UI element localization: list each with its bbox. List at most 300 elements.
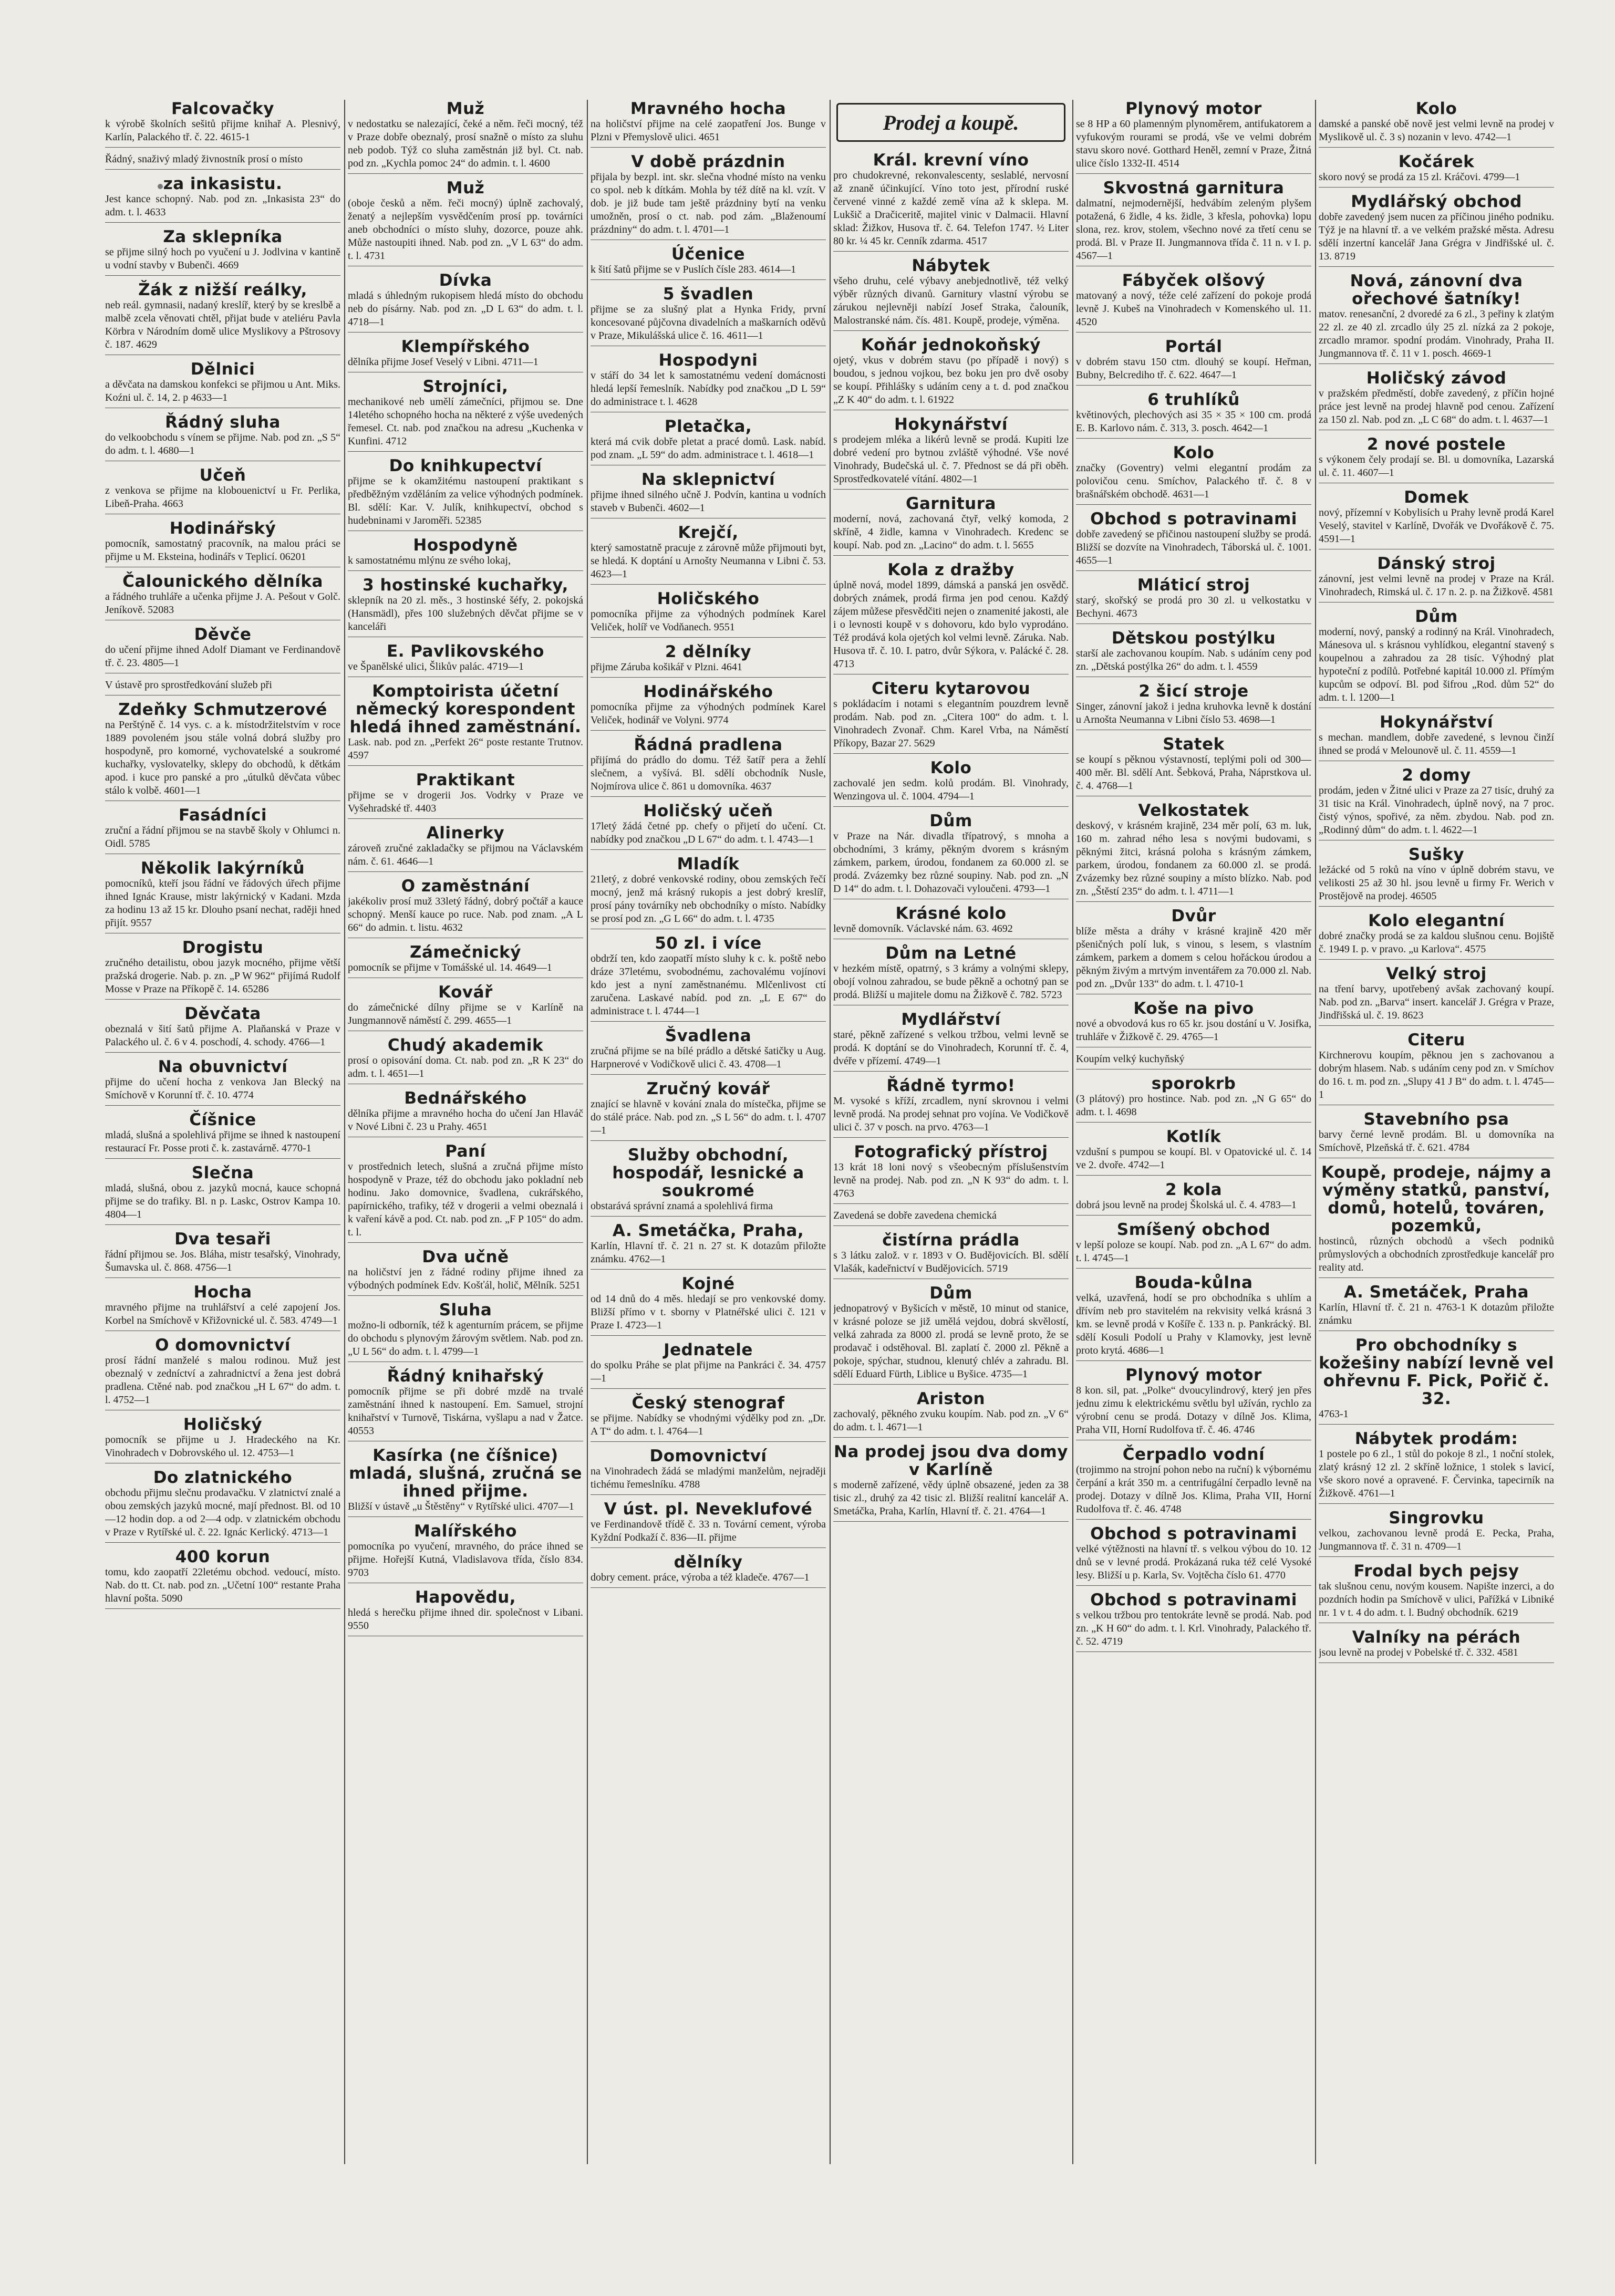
ad-body: přijme Záruba košikář v Plzni. 4641 xyxy=(591,661,742,673)
ad-body: v prostřednich letech, slušná a zručná přijme místo hospodyně v Praze, též do obchodu jako pokladní neb hodinu. Jako domovnice, švadlena, cukrářského, papírnického, trafiky, též v drogerii a velmi obeznalá i k vaření kávě a pod. Ct. nab. pod zn. „F P 105“ do adm. t. l. xyxy=(348,1161,583,1238)
ad-heading: Muž xyxy=(446,179,485,198)
ad-body: starší ale zachovanou koupím. Nab. s udáním ceny pod zn. „Dětská postýlka 26“ do adm. t. l. 4559 xyxy=(1076,648,1311,672)
ad-heading: Dům na Letné xyxy=(885,944,1017,963)
ad-body: která má cvik dobře pletat a pracé domů. Lask. nabíd. pod znam. „L 59“ do adm. administrace t. l. 4618—1 xyxy=(591,436,826,461)
ad-heading: Hokynářství xyxy=(1380,713,1493,732)
classified-ad xyxy=(105,1469,340,1543)
ad-heading: Domek xyxy=(1404,488,1469,507)
ad-heading: Chudý akademik xyxy=(387,1036,544,1055)
ad-body: nové a obvodová kus ro 65 kr. jsou dostání u V. Josifka, truhláře v Žižkově č. 29. 4765—1 xyxy=(1076,1018,1311,1043)
ad-heading: 3 hostinské kuchařky, xyxy=(363,576,568,595)
classified-ad xyxy=(833,680,1069,754)
ad-heading: za inkasistu. xyxy=(163,174,283,193)
classified-ad xyxy=(1319,100,1554,148)
ad-heading: Dětskou postýlku xyxy=(1111,629,1276,648)
classified-ad xyxy=(348,1036,583,1084)
ad-body: matovaný a nový, téže celé zařízení do pokoje prodá levně J. Kubeš na Vinohradech v Komenského ul. 11. 4520 xyxy=(1076,290,1311,328)
ad-heading: dělníky xyxy=(674,1553,743,1572)
ad-body: se přijme. Nabídky se vhodnými výdělky pod zn. „Dr. A T“ do adm. t. l. 4764—1 xyxy=(591,1412,826,1437)
ad-heading: Hodinářského xyxy=(643,682,773,701)
ad-body: ve Ferdinandově třídě č. 33 n. Tovární cement, výroba Kyždní Podkaží č. 836—II. přijme xyxy=(591,1519,826,1543)
ad-body: v lepší poloze se koupí. Nab. pod zn. „A L 67“ do adm. t. l. 4745—1 xyxy=(1076,1239,1311,1264)
ad-body: Karlín, Hlavní tř. č. 21 n. 4763-1 K dotazům přiložte známku xyxy=(1319,1302,1554,1326)
classified-ad xyxy=(833,1390,1069,1438)
classified-ad xyxy=(591,351,826,412)
ad-heading: Velkostatek xyxy=(1138,801,1249,820)
classified-ad xyxy=(348,1447,583,1517)
ad-body: pomocník přijme se při dobré mzdě na trvalé zaměstnání ihned k nastoupení. Em. Samuel, strojní knihařství v Turnově, Tiskárna, vyšlapu a nad v Žatce. 40553 xyxy=(348,1386,583,1437)
ad-body: značky (Goventry) velmi elegantní prodám za polovičou cenu. Smíchov, Palackého tř. č. 8 v brašnářském obchodě. 4631—1 xyxy=(1076,462,1311,500)
ad-body: mechanikové neb umělí zámečníci, přijmou se. Dne 14letého schopného hocha na některé z výše uvedených řemesel. Ct. nab. pod značkou na adresu „Kuchenka v Kunfini. 4712 xyxy=(348,396,583,447)
ad-heading: Hocha xyxy=(193,1283,252,1302)
ad-heading: 2 dělníky xyxy=(665,642,752,661)
ad-body: zachovalé jen sedm. kolů prodám. Bl. Vinohrady, Wenzingova ul. č. 1004. 4794—1 xyxy=(833,777,1069,802)
classified-ad xyxy=(348,100,583,174)
ad-body: s mechan. mandlem, dobře zavedené, s levnou činží ihned se prodá v Melounově ul. č. 11. 4559—1 xyxy=(1319,732,1554,756)
ad-body: přijala by bezpl. int. skr. slečna vhodné místo na venku co spol. neb k dítkám. Mohla by též dítě na kl. vzít. V dob. je již bude tam ještě prázdniny bytí na venku umožněn, prosí o ct. nab. pod zám. „Blaženoumí prázdniny“ do adm. t. l. 4701—1 xyxy=(591,171,826,235)
ad-heading: Krásné kolo xyxy=(895,904,1007,923)
ad-heading: Zámečnický xyxy=(410,943,521,962)
ad-heading: Plynový motor xyxy=(1125,100,1262,118)
classified-ad xyxy=(105,1230,340,1278)
ad-body: přijme do učení hocha z venkova Jan Blecký na Smíchově v Korunní tř. č. 10. 4774 xyxy=(105,1076,340,1101)
ad-body: 21letý, z dobré venkovské rodiny, obou zemských řečí mocný, jenž má krásný rukopis a jest dobrý kreslíř, prosí pány továrníky neb obchodníky o místo. Nabídky se prosí pod zn. „G L 66“ do adm. t. l. 4735 xyxy=(591,874,826,924)
ad-body: jsou levně na prodej v Pobelské tř. č. 332. 4581 xyxy=(1319,1647,1518,1658)
ad-body: dalmatní, nejmodernější, hedvábím zeleným plyšem potažená, 6 židle, 4 ks. židle, 3 křesla, pohovka) lopu slona, rez. krov, stolem, všechno nové za třetí cenu se prodá. Bl. v Praze II. Jungmannova třída č. 11 n. v I. p. 4567—1 xyxy=(1076,198,1311,262)
classified-ad xyxy=(591,736,826,797)
ad-body: pomocníka přijme za výhodných podmínek Karel Veliček, hodinář ve Volyni. 9774 xyxy=(591,701,826,726)
classified-ad xyxy=(1319,489,1554,549)
classified-ad xyxy=(105,1058,340,1106)
ad-heading: Malířského xyxy=(414,1522,517,1541)
classified-ad xyxy=(1076,1274,1311,1361)
ad-column-3 xyxy=(591,100,826,2164)
classified-ad xyxy=(105,175,340,223)
classified-ad xyxy=(1076,1181,1311,1215)
ad-body: v hezkém místě, opatrný, s 3 krámy a volnými sklepy, obojí volnou zahradou, se bude pěkně a ochotný pan se prodá. Bližší u majitele domu na Žižkově č. 782. 5723 xyxy=(833,963,1069,1001)
ad-body: a řádného truhláře a učenka přijme J. A. Pešout v Golč. Jeníkově. 52083 xyxy=(105,591,340,616)
ad-heading: Dům xyxy=(1415,607,1458,626)
ad-body: který samostatně pracuje z zárovně může přijmouti byt, se hledá. K doptání u Arnošty Neumanna v Libni č. 53. 4623—1 xyxy=(591,542,826,580)
ad-heading: Kolo elegantní xyxy=(1368,911,1505,930)
ad-heading: 2 domy xyxy=(1402,766,1471,785)
ad-body: zároveň zručné zakladačky se přijmou na Václavském nám. č. 61. 4646—1 xyxy=(348,843,583,867)
ad-heading: Hospodyně xyxy=(413,536,518,555)
ad-heading: Bouda-kůlna xyxy=(1134,1273,1253,1292)
ad-body: pomocník se přijme v Tomášské ul. 14. 4649—1 xyxy=(348,962,552,973)
ad-heading: Bednářského xyxy=(404,1089,527,1108)
classified-ad xyxy=(1319,1509,1554,1557)
ad-body: znající se hlavně v kování znala do místečka, přijme se do stálé práce. Nab. pod zn. „S L 56“ do adm. t. l. 4707—1 xyxy=(591,1098,826,1136)
ad-body: mladá, slušná, obou z. jazyků mocná, kauce schopná přijme se do trafiky. Bl. n p. Laskc, Ostrov Kampa 10. 4804—1 xyxy=(105,1182,340,1220)
classified-ad xyxy=(833,905,1069,939)
ad-body: přijme ihned silného učně J. Podvín, kantina u vodních staveb v Bubenči. 4602—1 xyxy=(591,489,826,514)
ad-heading: Obchod s potravinami xyxy=(1090,1591,1297,1609)
ad-body: s výkonem čely prodají se. Bl. u domovníka, Lazarská ul. č. 11. 4607—1 xyxy=(1319,454,1554,479)
ad-body: 13 krát 18 loni nový s všeobecným příslušenstvím levně na prodej. Nab. pod zn. „N K 93“ do adm. t. l. 4763 xyxy=(833,1161,1069,1199)
classified-ad xyxy=(1319,1163,1554,1278)
classified-ad xyxy=(591,285,826,346)
ad-body: Řádný, snaživý mladý živnostník prosí o místo xyxy=(105,153,303,165)
ad-heading: Hapovědu, xyxy=(415,1588,516,1607)
classified-ad xyxy=(591,1222,826,1270)
classified-ad xyxy=(1319,1031,1554,1105)
ad-body: Jest kance schopný. Nab. pod zn. „Inkasista 23“ do adm. t. l. 4633 xyxy=(105,193,340,218)
classified-ad xyxy=(348,943,583,978)
classified-ad xyxy=(1319,272,1554,364)
ad-heading: Drogistu xyxy=(182,938,264,957)
classified-ad xyxy=(591,1146,826,1217)
ad-heading: Muž xyxy=(446,100,485,118)
ad-heading: Citeru kytarovou xyxy=(871,679,1031,698)
ad-body: v nedostatku se nalezající, čeké a něm. řeči mocný, též v Praze dobře obeznalý, prosí snažně o místo za sluhu neb podob. Týž co sluha zaměstnán již byl. Ct. nab. pod zn. „Kychla pomoc 24“ do admin. t. l. 4600 xyxy=(348,118,583,169)
ad-heading: Valníky na pérách xyxy=(1352,1628,1521,1647)
ad-heading: Koňár jednokoňský xyxy=(861,336,1041,355)
ad-heading: Švadlena xyxy=(665,1026,752,1045)
ad-heading: Čerpadlo vodní xyxy=(1122,1445,1265,1464)
ad-heading: Citeru xyxy=(1407,1031,1465,1050)
ad-body: v dobrém stavu 150 ctm. dlouhý se koupí. Heřman, Bubny, Belcrediho tř. č. 622. 4647—1 xyxy=(1076,356,1311,381)
ad-heading: Praktikant xyxy=(416,771,515,789)
classified-ad xyxy=(833,415,1069,490)
classified-ad xyxy=(348,1588,583,1636)
newspaper-page xyxy=(105,100,1615,2164)
ad-body: dobrá jsou levně na prodej Školská ul. č. 4. 4783—1 xyxy=(1076,1199,1297,1211)
ad-heading: Řádný sluha xyxy=(165,413,281,432)
column-rule xyxy=(1072,100,1073,2164)
ad-body: se koupí s pěknou výstavností, teplými poli od 300—400 měr. Bl. sdělí Ant. Šebková, Praha, Náprstkova ul. č. 4. 4768—1 xyxy=(1076,754,1311,792)
ad-heading: Na sklepnictví xyxy=(641,470,775,489)
ad-heading: sporokrb xyxy=(1151,1074,1236,1093)
ad-heading: V době prázdnin xyxy=(631,152,785,171)
ad-body: na holičství přijme na celé zaopatření Jos. Bunge v Plzni v Přemyslově ulici. 4651 xyxy=(591,118,826,143)
classified-ad xyxy=(348,457,583,531)
ad-heading: Do knihkupectví xyxy=(389,456,542,475)
ad-body: levně domovník. Václavské nám. 63. 4692 xyxy=(833,923,1013,934)
ad-heading: Řádně tyrmo! xyxy=(886,1076,1016,1095)
ad-body: zručného detailistu, obou jazyk mocného, přijme větší pražská drogerie. Nab. p. zn. „P W 962“ přijímá Rudolf Mosse v Praze na Příkopě č. 14. 65286 xyxy=(105,957,340,995)
ad-body: velkou, zachovanou levně prodá E. Pecka, Praha, Jungmannova tř. č. 31 n. 4709—1 xyxy=(1319,1528,1554,1552)
ad-heading: Český stenograf xyxy=(631,1394,785,1412)
ad-heading: Mydlářský obchod xyxy=(1351,192,1522,211)
ad-heading: Učeň xyxy=(199,466,246,485)
ad-body: k šití šatů přijme se v Puslích čísle 283. 4614—1 xyxy=(591,264,796,275)
classified-ad xyxy=(833,151,1069,252)
ad-column-4 xyxy=(833,100,1069,2164)
classified-ad xyxy=(348,179,583,266)
ad-heading: Kočárek xyxy=(1398,152,1475,171)
ad-heading: Nábytek xyxy=(912,256,990,275)
classified-ad xyxy=(1076,576,1311,624)
ad-heading: 2 nové postele xyxy=(1366,435,1506,454)
ad-heading: Domovnictví xyxy=(649,1447,767,1466)
ad-body: do spolku Práhe se plat přijme na Pankráci č. 34. 4757—1 xyxy=(591,1359,826,1384)
classified-ad xyxy=(105,360,340,408)
ad-body: sklepník na 20 zl. měs., 3 hostinské šéfy, 2. pokojská (Hansmädl), přes 100 služebných děvčat přijme se v kanceláři xyxy=(348,595,583,632)
ad-heading: Žák z nižší reálky, xyxy=(138,280,307,299)
ad-body: pomocníků, kteří jsou řádní ve řádových úřech přijme ihned Ignác Krause, mistr lakýrnický v Kadani. Mzda za hodinu 13 až 15 kr. Dlouho psaní nechat, raději hned přijít. 9557 xyxy=(105,878,340,929)
ad-heading: O zaměstnání xyxy=(401,877,530,896)
ad-heading: Statek xyxy=(1163,735,1225,754)
ad-heading: Portál xyxy=(1165,337,1223,356)
ad-heading: Dívka xyxy=(439,271,492,290)
classified-ad xyxy=(1076,1000,1311,1047)
ad-body: možno-li odborník, též k agenturním prácem, se přijme do obchodu s plynovým žárovým světlem. Nab. pod zn. „U L 56“ do adm. t. l. 4799—1 xyxy=(348,1320,583,1357)
ad-body: k samostatnému mlýnu ze svého lokaj, xyxy=(348,555,511,566)
classified-ad xyxy=(105,1111,340,1159)
classified-ad xyxy=(1319,1283,1554,1331)
ad-body: do velkoobchodu s vínem se přijme. Nab. pod zn. „S 5“ do adm. t. l. 4680—1 xyxy=(105,432,340,456)
ad-body: obstarává správní znamá a spolehlivá firma xyxy=(591,1200,773,1212)
classified-ad xyxy=(591,1553,826,1588)
ad-heading: Mravného hocha xyxy=(630,100,786,118)
classified-ad xyxy=(1319,846,1554,907)
ad-body: 1 postele po 6 zl., 1 stůl do pokoje 8 zl., 1 noční stolek, zlatý krásný 12 zl. 2 skříně ložnice, 1 stolek s lavicí, vše skoro nové a opravené. F. Červinka, tapecirník na Žižkově. 4761—1 xyxy=(1319,1448,1554,1499)
ad-body: mladá s úhledným rukopisem hledá místo do obchodu neb do písárny. Nab. pod zn. „D L 63“ do adm. t. l. 4718—1 xyxy=(348,290,583,328)
classified-ad xyxy=(1319,193,1554,267)
ad-body: všeho druhu, celé výbavy anebjednotlivě, též velký výběr různých divanů. Garnitury vlastní výrobu se zárukou nejlevněji nabízí Josef Straka, čalouník, Malostranské nám. čís. 481. Koupě, prodeje, výměna. xyxy=(833,275,1069,326)
ad-body: pomocník, samostatný pracovník, na malou práci se přijme u M. Eksteina, hodinářs v Teplicí. 06201 xyxy=(105,538,340,563)
ad-body: přijme se za slušný plat a Hynka Fridy, první koncesované půjčovna divadelních a maškarních oděvů v Praze, Mikulášská ulice č. 16. 4611—1 xyxy=(591,304,826,341)
classified-ad xyxy=(1076,629,1311,677)
classified-ad xyxy=(348,1522,583,1583)
ad-body: květinových, plechových asi 35 × 35 × 100 cm. prodá E. B. Karlovo nám. č. 313, 3. posch. 4642—1 xyxy=(1076,409,1311,434)
ad-heading: Hospodyni xyxy=(658,351,758,370)
ad-body: Lask. nab. pod zn. „Perfekt 26“ poste restante Trutnov. 4597 xyxy=(348,736,583,761)
ad-heading: Obchod s potravinami xyxy=(1090,1524,1297,1543)
ad-heading: Dva tesaři xyxy=(174,1230,271,1249)
classified-ad xyxy=(591,245,826,280)
ad-body: 4763-1 xyxy=(1319,1408,1349,1420)
ad-body: zachovalý, pěkného zvuku koupím. Nab. pod zn. „V 6“ do adm. t. l. 4671—1 xyxy=(833,1408,1069,1433)
ad-heading: Klempířského xyxy=(401,337,530,356)
ad-heading: 6 truhlíků xyxy=(1147,390,1240,409)
classified-ad xyxy=(105,466,340,514)
ad-body: pro chudokrevné, rekonvalescenty, seslablé, nervosní až znaně účinkující. Víno toto jest, přírodní ruské červené vinné z každé země vína až k sklepa. M. Lukšič a Dračiceritě, majitel vinic v Dalmacii. Hlavní sklad: Žižkov, Husova tř. č. 64. Telefon 1747. ½ Liter 80 kr. ¼ 45 kr. Cenník zdarma. 4517 xyxy=(833,170,1069,247)
ad-body: s velkou tržbou pro tentokráte levně se prodá. Nab. pod zn. „K H 60“ do adm. t. l. Krl. Vinohrady, Palackého tř. č. 52. 4719 xyxy=(1076,1609,1311,1647)
ad-body: dobře zavedený se přičinou nastoupení služby se prodá. Bližší se dozvíte na Vinohradech, Táborská ul. č. 1001. 4655—1 xyxy=(1076,528,1311,566)
ad-heading: Řádný knihařský xyxy=(387,1367,544,1386)
ad-heading: Sluha xyxy=(439,1301,492,1320)
ad-body: zruční a řádní přijmou se na stavbě školy v Ohlumci n. Oidl. 5785 xyxy=(105,825,340,849)
classified-ad xyxy=(1076,802,1311,902)
ad-heading: Plynový motor xyxy=(1125,1366,1262,1385)
ad-heading: Jednatele xyxy=(664,1341,753,1359)
classified-ad xyxy=(105,679,340,695)
ad-body: v stáří do 34 let k samostatnému vedení domácnosti hledá lepší řemeslník. Nabídky pod značkou „D L 59“ do administrace t. l. 4628 xyxy=(591,370,826,408)
classified-ad xyxy=(1319,766,1554,840)
ad-body: dobře zavedený jsem nucen za příčinou jiného podniku. Týž je na hlavní tř. a ve velkém pražské města. Adresu sdělí inzertní kancelář Jana Grégra v Jindřišské ul. č. 13. 8719 xyxy=(1319,211,1554,262)
ad-body: tak slušnou cenu, novým kousem. Napište inzerci, a do pozdních hodin pa Smíchově v ulici, Pařížká v Libniké nr. 1 v t. 4 do adm. t. l. Budný obchodník. 6219 xyxy=(1319,1581,1554,1618)
ad-body: prodám, jeden v Žitné ulici v Praze za 27 tisíc, druhý za 31 tisic na Král. Vinohradech, úplně nový, na 7 proc. čistý výnos, spořivé, za něm. zbydou. Nab. pod zn. „Rodinný dům“ do adm. t. l. 4622—1 xyxy=(1319,785,1554,836)
classified-ad xyxy=(105,100,340,148)
ad-body: pomocníka po vyučení, mravného, do práce ihned se přijme. Hořejší Kutná, Vladislavova třída, číslo 834. 9703 xyxy=(348,1541,583,1578)
ad-heading: Holičský závod xyxy=(1366,369,1507,388)
classified-ad xyxy=(1076,1128,1311,1176)
ad-heading: Fasádníci xyxy=(178,806,267,825)
classified-ad xyxy=(105,939,340,1000)
classified-ad xyxy=(833,336,1069,410)
classified-ad xyxy=(348,1301,583,1362)
ad-heading: Dánský stroj xyxy=(1377,554,1496,573)
ad-heading: O domovnictví xyxy=(155,1336,291,1355)
classified-ad xyxy=(348,877,583,938)
classified-ad xyxy=(591,1080,826,1141)
classified-ad xyxy=(1076,1525,1311,1586)
ad-body: Singer, zánovní jakož i jedna kruhovka levně k dostání u Arnošta Neumanna v Libni číslo 53. 4698—1 xyxy=(1076,701,1311,725)
classified-ad xyxy=(833,1077,1069,1138)
ad-heading: Mláticí stroj xyxy=(1137,576,1250,595)
ad-body: dobry cement. práce, výroba a též kladeče. 4767—1 xyxy=(591,1572,810,1583)
ad-body: matov. renesanční, 2 dvoredé za 6 zl., 3 peřiny k zlatým 22 zl. ze 40 zl. zrcadlo úly 25 zl. nízká za 2 pokoje, zrcadlo mramor. spodní prodám. Vinohrady, Praha II. Jungmannova tř. č. 11 v 1. posch. 4669-1 xyxy=(1319,308,1554,359)
ad-body: velká, uzavřená, hodí se pro obchodníka s uhlím a dřívím neb pro stavitelém na rekvisity velká krásná 3 km. se levně prodá v Košíře č. 133 n. p. Pankrácký. Bl. sdělí Kosuli Podolí u Prahy v Klamovky, jest levně proto krytá. 4686—1 xyxy=(1076,1292,1311,1356)
classified-ad xyxy=(1319,555,1554,602)
ad-body: obchodu přijmu slečnu prodavačku. V zlatnictví znalé a obou zemských jazyků mocné, mají přednost. Bl. od 10—12 hodin dop. a od 2—4 odp. v zlatnickém obchodu v Praze v Rytířské ul. č. 22. Ignác Kerlický. 4713—1 xyxy=(105,1487,340,1538)
classified-ad xyxy=(833,759,1069,807)
ad-heading: Několik lakýrníků xyxy=(140,859,305,878)
classified-ad xyxy=(1319,153,1554,188)
ad-heading: Děvčata xyxy=(184,1004,261,1023)
classified-ad xyxy=(1319,912,1554,960)
classified-ad xyxy=(105,281,340,355)
ad-heading: Nábytek prodám: xyxy=(1354,1429,1518,1448)
ad-body: se 8 HP a 60 plamenným plynoměrem, antifukatorem a vyfukovým rourami se prodá, vše ve velmi dobrém stavu skoro nové. Gotthard Heněl, zemní v Praze, Žitná ulice číslo 1332-II. 4514 xyxy=(1076,118,1311,169)
classified-ad xyxy=(105,1416,340,1463)
ad-body: starý, skořský se prodá pro 30 zl. u velkostatku v Bechyni. 4673 xyxy=(1076,595,1311,619)
classified-ad xyxy=(105,153,340,170)
ad-body: ležácké od 5 roků na víno v úplně dobrém stavu, ve velikosti 25 až 30 hl. jsou levně u firmy Fr. Werich v Prostějově na prodej. 46505 xyxy=(1319,864,1554,902)
classified-ad xyxy=(105,1164,340,1225)
ad-heading: Pro obchodníky s kožešiny nabízí levně vel ohřevnu F. Pick, Pořič č. 32. xyxy=(1319,1336,1554,1408)
ad-heading: Kolo xyxy=(1415,100,1457,118)
ad-heading: Strojníci, xyxy=(422,377,509,396)
classified-ad xyxy=(833,257,1069,331)
classified-ad xyxy=(348,576,583,637)
classified-ad xyxy=(105,806,340,854)
ad-heading: Slečna xyxy=(191,1163,254,1182)
ad-heading: Falcovačky xyxy=(171,100,274,118)
ad-heading: Holičského xyxy=(657,589,760,608)
classified-ad xyxy=(591,1447,826,1495)
ad-heading: Mladík xyxy=(677,855,740,874)
classified-ad xyxy=(833,1443,1069,1522)
classified-ad xyxy=(348,338,583,372)
classified-ad xyxy=(1076,100,1311,174)
ad-body: od 14 dnů do 4 měs. hledají se pro venkovské domy. Bližší přímo v t. sborny v Platnéřské ulici č. 121 v Praze I. 4723—1 xyxy=(591,1293,826,1331)
ad-body: se přijme silný hoch po vyučení u J. Jodlvina v kantině u vodní stavby v Bubenči. 4669 xyxy=(105,246,340,271)
ad-heading: Singrovku xyxy=(1389,1509,1484,1528)
classified-ad xyxy=(348,1248,583,1296)
classified-ad xyxy=(591,802,826,850)
ad-body: pomocníka přijme za výhodných podmínek Karel Veliček, holíř ve Vodňanech. 9551 xyxy=(591,608,826,633)
ad-heading: Paní xyxy=(445,1142,486,1161)
classified-ad xyxy=(833,1011,1069,1072)
ad-heading: Koše na pivo xyxy=(1133,999,1254,1018)
ad-heading: Dvůr xyxy=(1171,907,1216,926)
classified-ad xyxy=(1076,1366,1311,1440)
ad-heading: Sušky xyxy=(1408,845,1465,864)
classified-ad xyxy=(591,1394,826,1442)
classified-ad xyxy=(348,824,583,872)
ad-body: a děvčata na damskou konfekci se přijmou u Ant. Miks. Koźni ul. č. 14, 2. p 4633—1 xyxy=(105,379,340,403)
ad-heading: Pletačka, xyxy=(664,417,752,436)
classified-ad xyxy=(1076,1591,1311,1652)
ad-column-5 xyxy=(1076,100,1311,2164)
ad-heading: Kojné xyxy=(681,1274,735,1293)
classified-ad xyxy=(105,520,340,567)
ad-heading: Do zlatnického xyxy=(153,1468,293,1487)
ad-body: Kirchnerovu koupím, pěknou jen s zachovanou a dobrým hlasem. Nab. s udáním ceny pod zn. v Smíchov do 16. t. m. pod zn. „Slupy 41 J B“ do adm. t. l. 4745—1 xyxy=(1319,1050,1554,1100)
classified-ad xyxy=(1076,444,1311,505)
classified-ad xyxy=(1319,608,1554,708)
classified-ad xyxy=(1076,391,1311,439)
ad-heading: Zručný kovář xyxy=(646,1079,770,1098)
ad-heading: Děvče xyxy=(194,625,252,644)
ad-body: k výrobě školních sešitů přijme knihař A. Plesnivý, Karlín, Palackého tř. č. 22. 4615-1 xyxy=(105,118,340,143)
classified-ad xyxy=(591,683,826,731)
ad-column-6 xyxy=(1319,100,1554,2164)
ad-heading: Mydlářství xyxy=(901,1010,1001,1029)
classified-ad xyxy=(591,100,826,148)
ad-heading: 50 zl. i více xyxy=(655,934,762,953)
classified-ad xyxy=(105,413,340,461)
ad-body: moderní, nová, zachovaná čtyř, velký komoda, 2 skříně, 4 židle, kamna v Vinohradech. Kredenc se koupí. Nab. pod zn. „Lacino“ do adm. t. l. 5655 xyxy=(833,513,1069,551)
ad-heading: Číšnice xyxy=(189,1110,256,1129)
classified-ad xyxy=(1076,179,1311,266)
ad-heading: Nová, zánovní dva ořechové šatníky! xyxy=(1350,272,1523,308)
ad-heading: Krejčí, xyxy=(678,523,739,542)
ad-body: mladá, slušná a spolehlivá přijme se ihned k nastoupení restaurací Fr. Posse proti č. k. zastavárně. 4770-1 xyxy=(105,1129,340,1154)
classified-ad xyxy=(348,771,583,819)
classified-ad xyxy=(591,418,826,465)
classified-ad xyxy=(1076,272,1311,333)
ad-body: (3 plátový) pro hostince. Nab. pod zn. „N G 65“ do adm. t. l. 4698 xyxy=(1076,1093,1311,1118)
classified-ad xyxy=(833,495,1069,556)
classified-ad xyxy=(591,1500,826,1548)
ad-heading: E. Pavlikovského xyxy=(387,642,544,661)
classified-ad xyxy=(105,1548,340,1609)
ad-body: deskový, v krásném krajině, 234 měr polí, 63 m. luk, 160 m. zahrad ného lesa s novými budovami, s pěknými žitci, krásná poloha s krásným zámkem, parkem, úrodou, fondanem za 60.000 zl. se prodá. Zvázemky bez různé soupiny a místo blízko. Nab. pod zn. „Štěstí 235“ do adm. t. l. 4711—1 xyxy=(1076,820,1311,897)
ad-heading: Účenice xyxy=(671,245,746,264)
classified-ad xyxy=(591,643,826,678)
classified-ad xyxy=(591,590,826,638)
classified-ad xyxy=(591,855,826,929)
ad-body: Zavedená se dobře zavedena chemická xyxy=(833,1210,997,1221)
ad-body: s 3 látku založ. v r. 1893 v O. Budějovicích. Bl. sdělí Vlašák, kadeřnictví v Budějovicích. 5719 xyxy=(833,1250,1069,1274)
ad-heading: Komptoirista účetní německý korespondent hledá ihned zaměstnání. xyxy=(349,682,582,736)
column-rule xyxy=(587,100,588,2164)
ad-heading: Kola z dražby xyxy=(887,560,1014,579)
ad-body: blíže města a dráhy v krásné krajině 420 měr pšeničných polí luk, s vinou, s lesem, s vlastním zámkem, parkem a domem s celou hořáckou úrodou a pěkným živým a mrtvým inventářem za 70.000 zl. Nab. pod zn. „Dvůr 133“ do adm. t. l. 4710-1 xyxy=(1076,926,1311,990)
ad-body: jakékoliv prosí muž 33letý řádný, dobrý počtář a kauce schopný. Menší kauce po ruce. Nab. pod znam. „A L 66“ do admin. t. listu. 4632 xyxy=(348,896,583,933)
ad-body: barvy černé levně prodám. Bl. u domovníka na Smíchově, Plzeňská tř. č. 621. 4784 xyxy=(1319,1129,1554,1154)
ad-heading: Alinerky xyxy=(426,824,505,843)
ad-body: (oboje česků a něm. řeči mocný) úplně zachovalý, ženatý a nejlepším vysvědčením prosí pp. továrníci aneb obchodníci o místo sluhy, dozorce, pouze ahk. Může nastoupiti ihned. Nab. pod zn. „V L 63“ do adm. t. l. 4731 xyxy=(348,198,583,262)
ad-heading: Na obuvnictví xyxy=(158,1057,288,1076)
ad-heading: Obchod s potravinami xyxy=(1090,510,1297,528)
classified-ad xyxy=(1319,1628,1554,1663)
ad-body: hledá s herečku přijme ihned dir. společnost v Libani. 9550 xyxy=(348,1607,583,1632)
column-rule xyxy=(1315,100,1316,2164)
ad-column-1 xyxy=(105,100,340,2164)
ad-body: do zámečnické dílny přijme se v Karlíně na Jungmannově náměstí č. 299. 4655—1 xyxy=(348,1002,583,1026)
classified-ad xyxy=(105,1283,340,1331)
ad-body: na holičství jen z řádné rodiny přijme ihned za výbodných podmínek Edv. Košťál, holič, Mělník. 5251 xyxy=(348,1266,583,1291)
ad-heading: Hodinářský xyxy=(169,519,276,538)
ad-body: prosí řádní manželé s malou rodinou. Muž jest obeznalý v zedníctví a zahradnictví a žena jest dobrá pradlena. Ctěné nab. pod značkou „H L 67“ do adm. t. l. 4752—1 xyxy=(105,1355,340,1406)
classified-ad xyxy=(348,378,583,452)
classified-ad xyxy=(348,1367,583,1441)
